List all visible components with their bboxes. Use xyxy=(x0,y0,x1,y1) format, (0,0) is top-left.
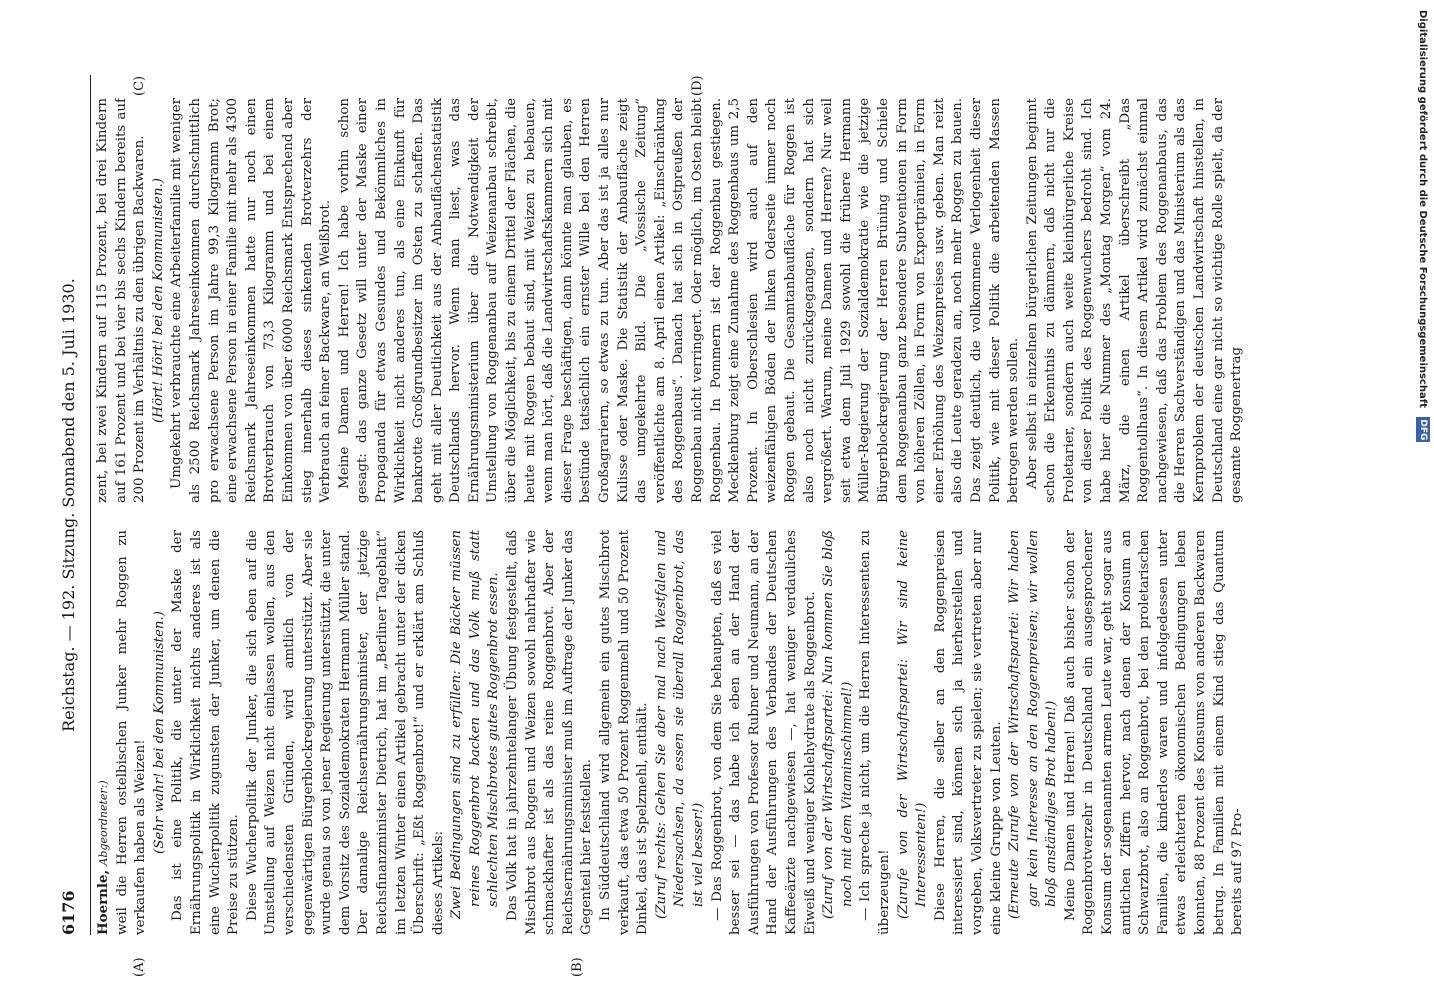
paragraph: — Ich spreche ja nicht, um die Herren Interessenten zu überzeugen! xyxy=(858,530,892,935)
right-column xyxy=(94,98,1304,503)
interjection: (Erneute Zurufe von der Wirtschaftspartei: Wir haben gar kein Interesse an den Roggenpreisen; wir wollen bloß anständiges Brot haben!) xyxy=(1007,530,1060,919)
page-title: Reichstag. — 192. Sitzung. Sonnabend den 5. Juli 1930. xyxy=(59,278,78,732)
paragraph: Aber selbst in einzelnen bürgerlichen Zeitungen beginnt schon die Erkenntnis zu dämmern, daß nicht nur die Proletarier, sondern auch weite kleinbürgerliche Kreise von dieser Politik des Roggenwuchers bedroht sind. Ich habe hier die Nummer des „Montag Morgen“ vom 24. März, die einen Artikel überschreibt „Das Roggentollhaus“. In diesem Artikel wird zunächst einmal nachgewiesen, daß das Problem des Roggenanbaus, das die Herren Sachverständigen und das Ministerium als das Kernproblem der deutschen Landwirtschaft hinstellen, in Deutschland eine gar nicht so wichtige Rolle spielt, da der gesamte Roggenertrag xyxy=(1024,98,1245,503)
speaker-name: Hoernle, xyxy=(95,869,111,935)
marker-b: (B) xyxy=(570,957,585,977)
paragraph: Diese Herren, die selber an den Roggenpreisen interessiert sind, können sich ja hierherstellen und vorgeben, Volksvertreter zu spielen; sie vertreten aber nur eine kleine Gruppe von Leuten. xyxy=(932,530,1004,935)
interjection: (Zurufe von der Wirtschaftspartei: Wir sind keine Interessenten!) xyxy=(895,530,930,919)
paragraph: Meine Damen und Herren! Ich habe vorhin schon gesagt: das ganze Gesetz will unter der Maske einer Propaganda für etwas Gesundes und Bekömmliches in Wirklichkeit nicht anderes tun, als eine Einkunft für bankrotte Großgrundbesitzer im Osten zu schaffen. Das geht mit aller Deutlichkeit aus der Anbauflächenstatistik Deutschlands hervor. Wenn man liest, was das Ernährungsministerium über die Notwendigkeit der Umstellung von Roggenanbau auf Weizenanbau schreibt, über die Möglichkeit, bis zu einem Drittel der Flächen, die heute mit Roggen bebaut sind, mit Weizen zu bebauen, wenn man hört, daß die Landwirtschaftskammern sich mit dieser Frage beschäftigen, dann könnte man glauben, es bestünde tatsächlich ein ernster Wille bei den Herren Großagrariern, so etwas zu tun. Aber das ist ja alles nur Kulisse oder Maske. Die Statistik der Anbaufläche zeigt das umgekehrte Bild. Die „Vossische Zeitung“ veröffentlichte am 8. April einen Artikel: „Einschränkung des Roggenbaus“. Danach hat sich in Ostpreußen der Roggenbau nicht verringert. Oder möglich, im Osten bleibt Roggenbau. In Pommern ist der Roggenbau gestiegen. Mecklenburg zeigt eine Zunahme des Roggenbaus um 2,5 Prozent. In Oberschlesien wird auch auf den weizenfähigen Böden der linken Oderseite immer noch Roggen gebaut. Die Gesamtanbaufläche für Roggen ist also noch nicht zurückgegangen, sondern hat sich vergrößert. Warum, meine Damen und Herren? Nur weil seit etwa dem Juli 1929 sowohl die frühere Hermann Müller-Regierung der Sozialdemokratie wie die jetzige Bürgerblockregierung der Herren Brüning und Schiele dem Roggenanbau ganz besondere Subventionen in Form von höheren Zöllen, in Form von Exportprämien, in Form einer Erhöhung des Weizenpreises usw. geben. Man reizt also die Leute geradezu an, noch mehr Roggen zu bauen. Das zeigt deutlich, die vollkommene Verlogenheit dieser Politik, wie mit dieser Politik die arbeitenden Massen betrogen werden sollen. xyxy=(336,98,1022,503)
paragraph: Das Volk hat in jahrzehntelanger Übung festgestellt, daß Mischbrot aus Roggen und Weizen sowohl nahrhafter wie schmackhafter ist als das reine Roggenbrot. Aber der Reichsernährungsminister muß im Auftrage der Junker das Gegenteil hier feststellen. xyxy=(505,530,595,935)
digitization-credit: Digitalisierung gefördert durch die Deutsche Forschungsgemeinschaft xyxy=(1417,10,1428,408)
header-rule xyxy=(90,75,91,935)
page-header xyxy=(50,75,88,935)
dfg-logo: DFG xyxy=(1418,419,1428,441)
speaker-line xyxy=(94,530,114,935)
speaker-note: Abgeordneter:) xyxy=(97,780,110,866)
marker-a: (A) xyxy=(132,957,147,977)
left-column xyxy=(94,530,1304,935)
paragraph: Meine Damen und Herren! Daß auch bisher schon der Roggenbrotverzehr in Deutschland ein ausgesprochener Konsum der sogenannten armen Leute war, geht sogar aus amtlichen Ziffern hervor, nach denen der Konsum an Schwarzbrot, also an Roggenbrot, bei den proletarischen Familien, die kinderlos waren und infolgedessen unter etwas erleichterten ökonomischen Bedingungen leben konnten, 88 Prozent des Konsums von anderen Backwaren betrug. In Familien mit einem Kind stieg das Quantum bereits auf 97 Pro- xyxy=(1062,530,1246,935)
interjection: (Sehr wahr! bei den Kommunisten.) xyxy=(151,610,167,855)
rotated-page xyxy=(50,75,1320,977)
paragraph: Diese Wucherpolitik der Junker, die sich eben auf die Umstellung auf Weizen nicht einlassen wollen, aus den verschiedensten Gründen, wird amtlich von der gegenwärtigen Bürgerblockregierung unterstützt. Aber sie wurde genau so von jener Regierung unterstützt, die unter dem Vorsitz des Sozialdemokraten Hermann Müller stand. Der damalige Reichsernährungsminister, der jetzige Reichsfinanzminister Dietrich, hat im „Berliner Tageblatt“ im letzten Winter einen Artikel gebracht unter der dicken Überschrift: „Eßt Roggenbrot!“ und er erklärt am Schluß dieses Artikels: xyxy=(244,530,446,935)
paragraph: weil die Herren ostelbischen Junker mehr Roggen zu verkaufen haben als Weizen! xyxy=(114,530,149,935)
digitization-sidebar xyxy=(1412,10,1430,990)
interjection: (Zuruf von der Wirtschaftspartei: Nun kommen Sie bloß noch mit dem Vitaminschimmel!) xyxy=(821,530,855,919)
paragraph: Umgekehrt verbrauchte eine Arbeiterfamilie mit weniger als 2500 Reichsmark Jahreseinkommen durchschnittlich pro erwachsene Person im Jahre 99,3 Kilogramm Brot; eine erwachsene Person in einer Familie mit mehr als 4300 Reichsmark Jahreseinkommen hatte nur noch einen Brotverbrauch von 73,3 Kilogramm und bei einem Einkommen von über 6000 Reichsmark Entsprechend aber stieg innerhalb dieses sinkenden Brotverzehrs der Verbrauch an feiner Backware, an Weißbrot. xyxy=(169,98,334,503)
quotation: Zwei Bedingungen sind zu erfüllen: Die Bäcker müssen reines Roggenbrot backen und das Volk muß statt schlechten Mischbrotes gutes Roggenbrot essen. xyxy=(449,530,502,919)
paragraph: — Das Roggenbrot, von dem Sie behaupten, daß es viel besser sei — das habe ich eben an der Hand der Ausführungen von Professor Rubner und Neumann, an der Hand der Ausführungen des Verbandes der Deutschen Kaffeeärzte nachgewiesen —, hat weniger verdauliches Eiweiß und weniger Kohlehydrate als Roggenbrot. xyxy=(709,530,818,935)
interjection: (Zuruf rechts: Gehen Sie aber mal nach Westfalen und Niedersachsen, da essen sie überall Roggenbrot, das ist viel besser!) xyxy=(653,530,706,919)
marker-d: (D) xyxy=(690,75,705,96)
paragraph: zent, bei zwei Kindern auf 115 Prozent, bei drei Kindern auf 161 Prozent und bei vier bis sechs Kindern bereits auf 200 Prozent im Verhältnis zu den übrigen Backwaren. xyxy=(95,98,148,503)
interjection: (Hört! Hört! bei den Kommunisten.) xyxy=(150,178,166,423)
marker-c: (C) xyxy=(132,75,147,96)
sidebar-text-row xyxy=(1415,10,1430,990)
paragraph: Das ist eine Politik, die unter der Maske der Ernährungspolitik in Wirklichkeit nichts anderes ist als eine Wucherpolitik zugunsten der Junker, um denen die Preise zu stützen. xyxy=(170,530,242,935)
page-number: 6176 xyxy=(59,890,78,935)
paragraph: In Süddeutschland wird allgemein ein gutes Mischbrot verkauft, das etwa 50 Prozent Roggenmehl und 50 Prozent Dinkel, das ist Spelzmehl, enthält. xyxy=(598,530,651,935)
